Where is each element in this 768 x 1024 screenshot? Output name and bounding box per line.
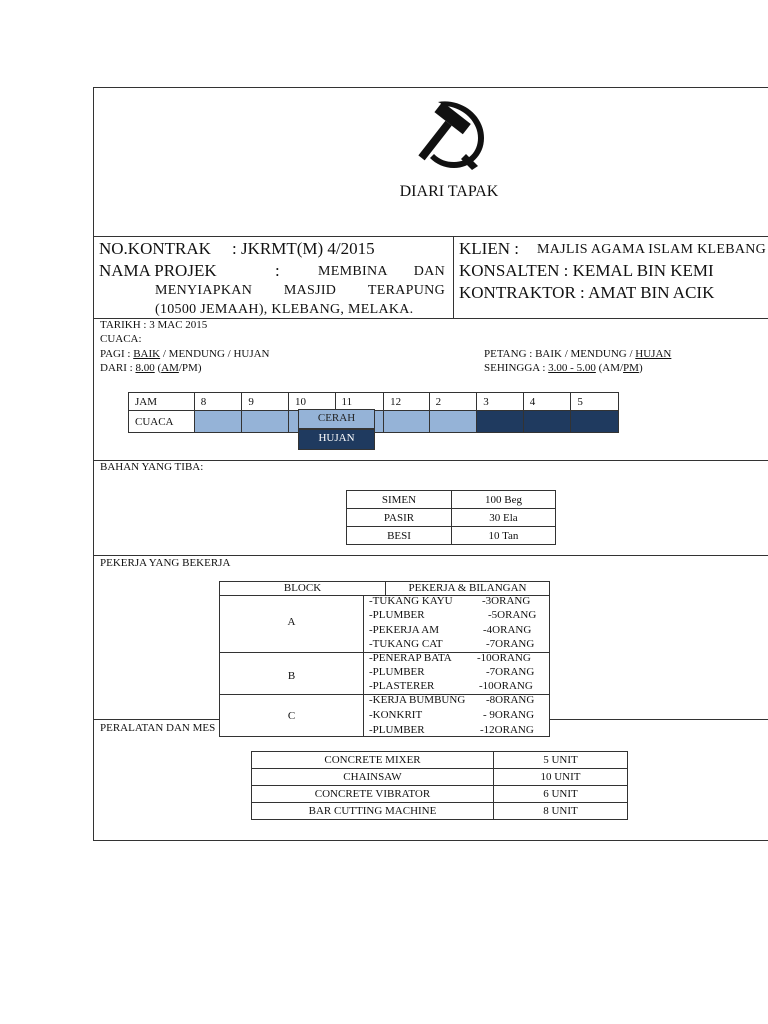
sehingga-pm: PM: [623, 362, 639, 374]
no-kontrak-value: : JKRMT(M) 4/2015: [232, 239, 375, 258]
pagi-prefix: PAGI :: [100, 348, 134, 360]
header-divider: [93, 236, 768, 237]
peralatan-item: CONCRETE MIXER: [252, 752, 494, 769]
dari-line: [100, 362, 201, 375]
weather-cell: [477, 411, 524, 433]
frame-top-border: [93, 87, 768, 88]
worker-role: -PLUMBER: [369, 724, 425, 736]
peralatan-qty: 5 UNIT: [494, 752, 628, 769]
hour-cell: 2: [429, 393, 477, 411]
bahan-label: BAHAN YANG TIBA:: [100, 461, 204, 473]
projek-word: TERAPUNG: [367, 283, 445, 298]
weather-cell: [523, 411, 571, 433]
worker-count: -3ORANG: [482, 595, 531, 607]
bahan-item: PASIR: [347, 509, 452, 527]
tarikh-text: TARIKH : 3 MAC 2015: [100, 319, 208, 331]
col-pekerja-header: PEKERJA & BILANGAN: [386, 582, 549, 596]
page-title: DIARI TAPAK: [399, 183, 499, 200]
projek-word: MEMBINA: [318, 264, 388, 279]
bahan-qty: 10 Tan: [452, 527, 556, 545]
hour-cell: 9: [242, 393, 289, 411]
worker-count: -12ORANG: [480, 724, 534, 736]
pagi-selected: BAIK: [133, 348, 161, 360]
projek-word: DAN: [413, 264, 445, 279]
peralatan-table: [251, 751, 628, 820]
contract-divider: [453, 236, 454, 318]
block-label: B: [287, 670, 296, 682]
peralatan-item: CONCRETE VIBRATOR: [252, 786, 494, 803]
cuaca-row-label: CUACA: [129, 411, 195, 433]
worker-count: -7ORANG: [486, 666, 535, 678]
projek-word: MASJID: [283, 283, 337, 298]
worker-role: -PLUMBER: [369, 609, 425, 621]
worker-count: -10ORANG: [477, 652, 531, 664]
peralatan-item: BAR CUTTING MACHINE: [252, 803, 494, 820]
table-row: [347, 509, 556, 527]
sehingga-mid: (AM/: [595, 362, 624, 374]
bahan-item: SIMEN: [347, 491, 452, 509]
weather-cell: [242, 411, 289, 433]
klien-value: MAJLIS AGAMA ISLAM KLEBANG: [537, 242, 767, 257]
petang-selected: HUJAN: [635, 348, 672, 360]
worker-count: -4ORANG: [483, 624, 532, 636]
table-row: [252, 769, 628, 786]
jam-row: [129, 393, 619, 411]
weather-cell: [384, 411, 430, 433]
bahan-qty: 100 Beg: [452, 491, 556, 509]
legend-hujan: HUJAN: [298, 429, 375, 450]
projek-word: MENYIAPKAN: [155, 283, 253, 298]
dari-prefix: DARI :: [100, 362, 136, 374]
bahan-item: BESI: [347, 527, 452, 545]
worker-count: -8ORANG: [486, 694, 535, 706]
sehingga-time: 3.00 - 5.00: [548, 362, 596, 374]
sehingga-prefix: SEHINGGA :: [484, 362, 549, 374]
dari-end: /PM): [178, 362, 202, 374]
konsalten-text: KONSALTEN : KEMAL BIN KEMI: [459, 261, 714, 280]
worker-role: -TUKANG KAYU: [369, 595, 453, 607]
worker-role: -PENERAP BATA: [369, 652, 452, 664]
hour-cell: 8: [194, 393, 242, 411]
weather-cell: [194, 411, 242, 433]
legend-cerah: CERAH: [298, 409, 375, 429]
hour-cell: 5: [571, 393, 619, 411]
block-label: A: [287, 616, 296, 628]
no-kontrak-label: NO.KONTRAK: [99, 239, 211, 258]
kontraktor-text: KONTRAKTOR : AMAT BIN ACIK: [459, 283, 715, 302]
peralatan-qty: 8 UNIT: [494, 803, 628, 820]
worker-count: - 9ORANG: [483, 709, 535, 721]
worker-count: -10ORANG: [479, 680, 533, 692]
hour-cell: 11: [335, 393, 384, 411]
petang-line: [484, 348, 671, 361]
hour-cell: 3: [477, 393, 524, 411]
column-divider: [363, 596, 364, 737]
peralatan-label: PERALATAN DAN MES: [100, 722, 216, 734]
worker-count: -5ORANG: [488, 609, 537, 621]
table-row: [252, 752, 628, 769]
table-row: [347, 491, 556, 509]
pekerja-table: [219, 581, 550, 737]
pekerja-label: PEKERJA YANG BEKERJA: [100, 557, 231, 569]
nama-projek-colon: :: [275, 261, 280, 280]
worker-role: -KERJA BUMBUNG: [369, 694, 466, 706]
col-block-header: BLOCK: [220, 582, 386, 596]
table-row: [252, 786, 628, 803]
table-row: [252, 803, 628, 820]
sehingga-end: ): [638, 362, 643, 374]
worker-role: -TUKANG CAT: [369, 638, 443, 650]
pagi-line: [100, 348, 270, 361]
peralatan-qty: 10 UNIT: [494, 769, 628, 786]
worker-role: -PLASTERER: [369, 680, 435, 692]
cuaca-label: CUACA:: [100, 333, 142, 345]
projek-line-2: [155, 281, 445, 300]
weather-cell: [571, 411, 619, 433]
hammer-and-sickle-icon: [408, 96, 490, 170]
sehingga-line: [484, 362, 643, 375]
jam-label: JAM: [129, 393, 195, 411]
hour-cell: 12: [384, 393, 430, 411]
dari-am: AM: [161, 362, 179, 374]
frame-bottom-border: [93, 840, 768, 841]
projek-line-3: (10500 JEMAAH), KLEBANG, MELAKA.: [155, 302, 414, 317]
table-row: [347, 527, 556, 545]
projek-line-1: [155, 262, 445, 281]
weather-cell: [429, 411, 477, 433]
bahan-table: [346, 490, 556, 545]
dari-mid: (: [154, 362, 162, 374]
nama-projek-label: NAMA PROJEK: [99, 261, 217, 280]
block-label: C: [287, 710, 296, 722]
peralatan-qty: 6 UNIT: [494, 786, 628, 803]
klien-label: KLIEN :: [459, 239, 519, 258]
pagi-rest: / MENDUNG / HUJAN: [160, 348, 270, 360]
dari-time: 8.00: [135, 362, 155, 374]
worker-role: -PLUMBER: [369, 666, 425, 678]
peralatan-item: CHAINSAW: [252, 769, 494, 786]
petang-prefix: PETANG : BAIK / MENDUNG /: [484, 348, 636, 360]
hour-cell: 10: [288, 393, 335, 411]
materials-divider: [93, 555, 768, 556]
worker-role: -KONKRIT: [369, 709, 423, 721]
hour-cell: 4: [523, 393, 571, 411]
worker-role: -PEKERJA AM: [369, 624, 439, 636]
worker-count: -7ORANG: [486, 638, 535, 650]
bahan-qty: 30 Ela: [452, 509, 556, 527]
